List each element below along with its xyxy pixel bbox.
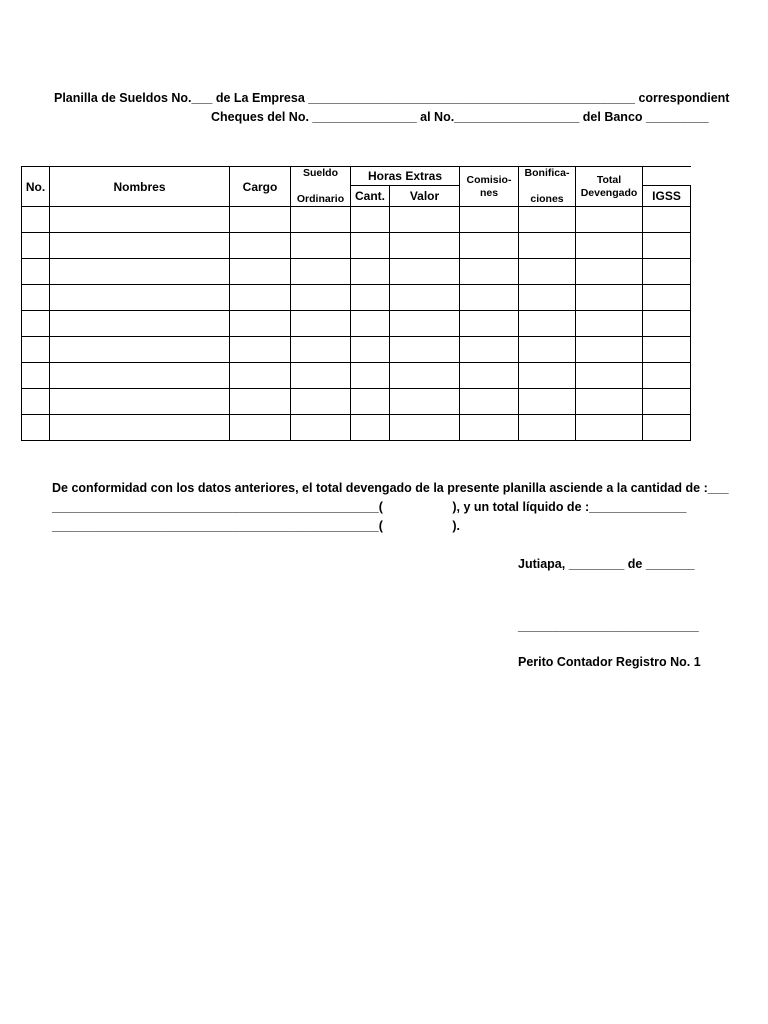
table-cell [291, 259, 351, 285]
table-row [22, 285, 691, 311]
table-cell [50, 207, 230, 233]
table-cell [50, 311, 230, 337]
table-cell [351, 415, 390, 441]
header-line-2: Cheques del No. _______________ al No.__________________ del Banco _________ [211, 110, 709, 124]
table-cell [351, 389, 390, 415]
table-cell [390, 311, 460, 337]
table-cell [22, 311, 50, 337]
table-row [22, 259, 691, 285]
table-cell [643, 311, 691, 337]
signature-line: __________________________ [518, 619, 699, 633]
table-cell [519, 337, 576, 363]
table-cell [291, 285, 351, 311]
col-total-header [576, 167, 643, 207]
table-row [22, 415, 691, 441]
table-cell [519, 259, 576, 285]
table-cell [22, 259, 50, 285]
col-bonificaciones-line1: Bonifica- [524, 167, 570, 179]
table-cell [291, 233, 351, 259]
table-cell [576, 259, 643, 285]
table-cell [22, 415, 50, 441]
table-cell [351, 233, 390, 259]
table-cell [390, 415, 460, 441]
table-cell [22, 233, 50, 259]
col-horas-header: Horas Extras [351, 167, 460, 186]
table-cell [460, 233, 519, 259]
table-cell [460, 285, 519, 311]
table-cell [576, 285, 643, 311]
table-cell [576, 415, 643, 441]
table-cell [230, 415, 291, 441]
table-cell [230, 311, 291, 337]
col-igss-top [643, 167, 691, 186]
table-row [22, 207, 691, 233]
table-cell [351, 311, 390, 337]
table-cell [460, 389, 519, 415]
table-cell [643, 337, 691, 363]
table-cell [50, 285, 230, 311]
table-row [22, 337, 691, 363]
table-cell [291, 415, 351, 441]
table-cell [390, 337, 460, 363]
table-cell [460, 207, 519, 233]
table-cell [643, 415, 691, 441]
table-cell [390, 363, 460, 389]
col-total-line1: Total [596, 173, 622, 186]
table-cell [576, 389, 643, 415]
table-cell [351, 285, 390, 311]
table-cell [291, 389, 351, 415]
footer-paragraph-line-2: _______________________________________________( ), y un total líquido de :______________ [52, 500, 687, 514]
table-cell [519, 285, 576, 311]
table-cell [291, 311, 351, 337]
table-cell [50, 415, 230, 441]
table-cell [390, 207, 460, 233]
payroll-table [21, 166, 691, 441]
table-cell [460, 337, 519, 363]
table-cell [643, 233, 691, 259]
table-cell [519, 311, 576, 337]
col-comisiones-line1: Comisio- [466, 173, 512, 186]
table-cell [519, 233, 576, 259]
col-nombres-header: Nombres [50, 167, 230, 207]
table-cell [390, 285, 460, 311]
table-cell [460, 363, 519, 389]
col-comisiones-header [460, 167, 519, 207]
col-cargo-header: Cargo [230, 167, 291, 207]
table-cell [230, 337, 291, 363]
table-cell [351, 207, 390, 233]
col-sueldo-line1: Sueldo [302, 167, 338, 179]
table-cell [351, 259, 390, 285]
col-no-header: No. [22, 167, 50, 207]
table-cell [291, 337, 351, 363]
footer-paragraph-line-1: De conformidad con los datos anteriores, el total devengado de la presente planilla asciende a la cantidad de :___ [52, 481, 729, 495]
col-bonificaciones-line2: ciones [530, 193, 564, 205]
col-total-line2: Devengado [580, 186, 638, 199]
table-cell [50, 389, 230, 415]
table-row [22, 233, 691, 259]
table-cell [390, 233, 460, 259]
table-cell [230, 363, 291, 389]
col-igss-header: IGSS [643, 185, 691, 206]
table-cell [643, 389, 691, 415]
col-valor-header: Valor [390, 185, 460, 206]
table-cell [230, 259, 291, 285]
table-cell [519, 363, 576, 389]
table-cell [230, 285, 291, 311]
table-cell [643, 285, 691, 311]
signature-label: Perito Contador Registro No. 1 [518, 655, 701, 669]
table-cell [519, 389, 576, 415]
table-cell [643, 207, 691, 233]
col-cant-header: Cant. [351, 185, 390, 206]
table-cell [230, 207, 291, 233]
table-cell [50, 233, 230, 259]
table-cell [50, 259, 230, 285]
col-bonificaciones-header [519, 167, 576, 207]
place-date: Jutiapa, ________ de _______ [518, 557, 695, 571]
table-cell [291, 207, 351, 233]
table-cell [22, 337, 50, 363]
table-cell [22, 207, 50, 233]
header-line-1: Planilla de Sueldos No.___ de La Empresa _______________________________________________ correspondient [54, 91, 730, 105]
table-cell [390, 389, 460, 415]
table-cell [519, 207, 576, 233]
table-cell [460, 415, 519, 441]
table-cell [576, 233, 643, 259]
table-row [22, 363, 691, 389]
col-sueldo-header [291, 167, 351, 207]
table-cell [519, 415, 576, 441]
table-cell [22, 285, 50, 311]
table-row [22, 389, 691, 415]
table-cell [230, 233, 291, 259]
col-sueldo-line2: Ordinario [296, 193, 345, 205]
table-cell [576, 363, 643, 389]
table-cell [643, 259, 691, 285]
table-row [22, 311, 691, 337]
footer-paragraph-line-3: _______________________________________________( ). [52, 519, 460, 533]
table-cell [576, 207, 643, 233]
table-cell [460, 311, 519, 337]
col-comisiones-line2: nes [479, 186, 499, 199]
table-cell [291, 363, 351, 389]
table-cell [22, 363, 50, 389]
table-cell [460, 259, 519, 285]
table-cell [351, 363, 390, 389]
table-cell [351, 337, 390, 363]
table-cell [576, 311, 643, 337]
table-cell [576, 337, 643, 363]
table-cell [50, 337, 230, 363]
table-cell [50, 363, 230, 389]
table-cell [22, 389, 50, 415]
table-cell [390, 259, 460, 285]
table-cell [230, 389, 291, 415]
table-cell [643, 363, 691, 389]
